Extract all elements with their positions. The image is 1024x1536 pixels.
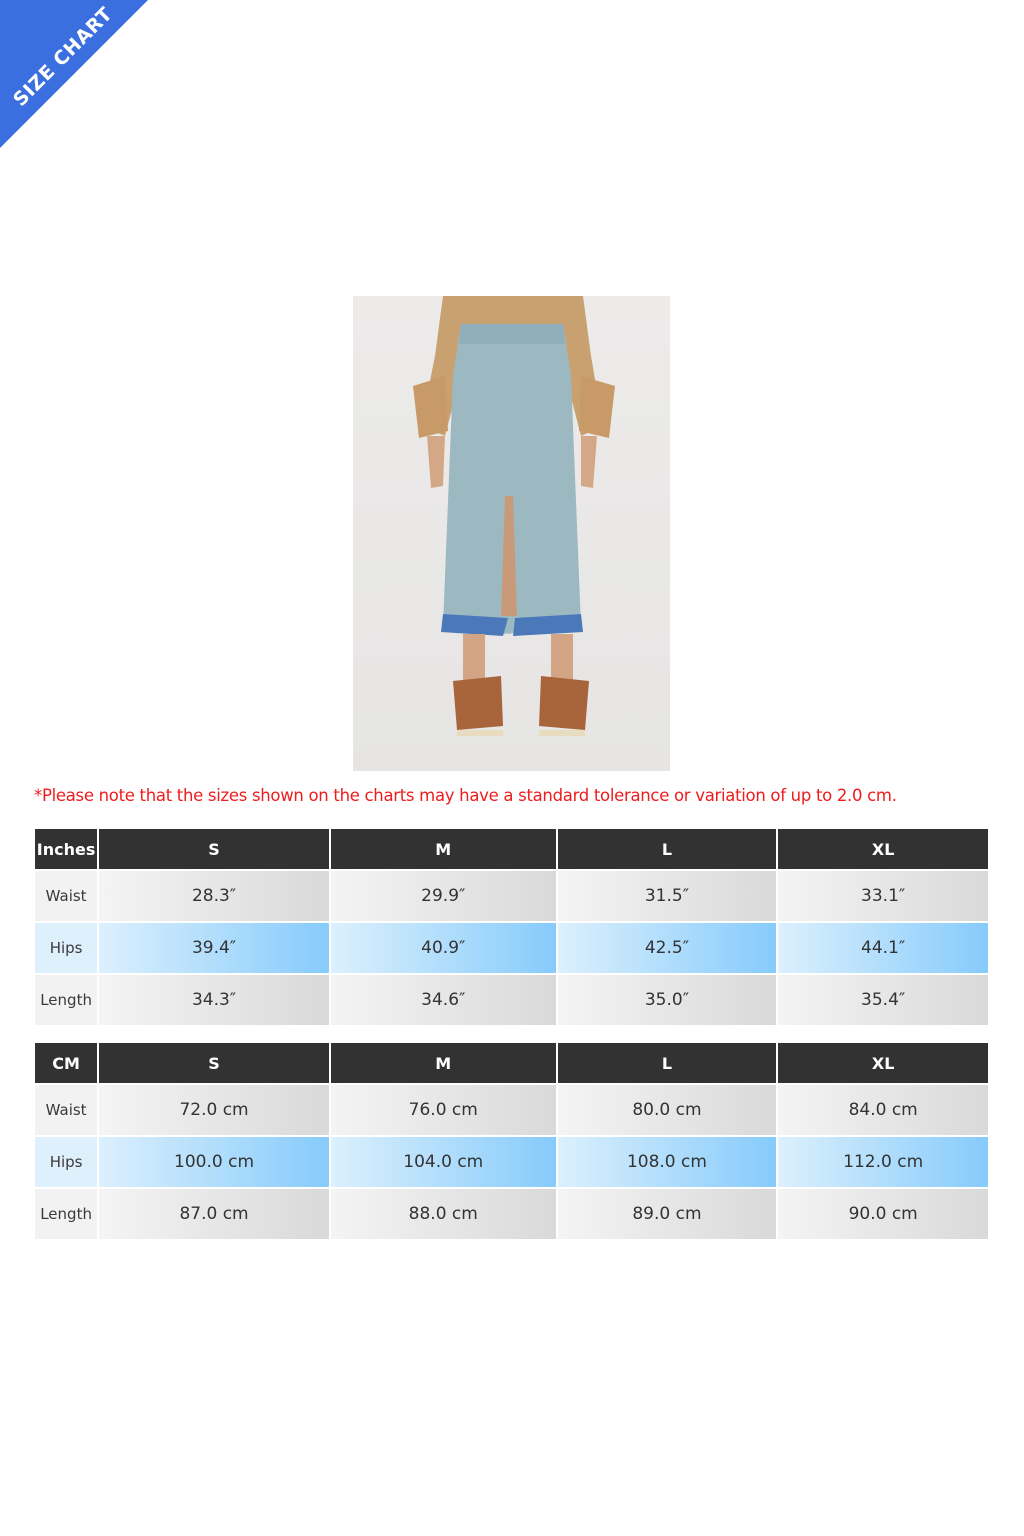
size-header-l: L bbox=[558, 829, 777, 869]
tolerance-note: *Please note that the sizes shown on the charts may have a standard tolerance or variation of up to 2.0 cm. bbox=[34, 786, 897, 805]
cell-value: 84.0 cm bbox=[778, 1085, 988, 1135]
unit-label: Inches bbox=[35, 829, 97, 869]
cell-value: 31.5″ bbox=[558, 871, 777, 921]
table-row-hips bbox=[35, 1137, 988, 1187]
cell-value: 72.0 cm bbox=[99, 1085, 329, 1135]
row-label: Waist bbox=[35, 1085, 97, 1135]
row-label: Waist bbox=[35, 871, 97, 921]
product-image bbox=[353, 296, 670, 771]
size-header-s: S bbox=[99, 829, 329, 869]
cell-value: 34.6″ bbox=[331, 975, 556, 1025]
cell-value: 80.0 cm bbox=[558, 1085, 777, 1135]
row-label: Length bbox=[35, 1189, 97, 1239]
size-header-l: L bbox=[558, 1043, 777, 1083]
size-header-s: S bbox=[99, 1043, 329, 1083]
size-header-m: M bbox=[331, 1043, 556, 1083]
table-row-length bbox=[35, 975, 988, 1025]
cell-value: 108.0 cm bbox=[558, 1137, 777, 1187]
cell-value: 34.3″ bbox=[99, 975, 329, 1025]
table-row-length bbox=[35, 1189, 988, 1239]
cell-value: 28.3″ bbox=[99, 871, 329, 921]
cell-value: 89.0 cm bbox=[558, 1189, 777, 1239]
cell-value: 112.0 cm bbox=[778, 1137, 988, 1187]
cell-value: 44.1″ bbox=[778, 923, 988, 973]
row-label: Hips bbox=[35, 1137, 97, 1187]
size-header-xl: XL bbox=[778, 829, 988, 869]
cell-value: 42.5″ bbox=[558, 923, 777, 973]
cell-value: 88.0 cm bbox=[331, 1189, 556, 1239]
size-header-m: M bbox=[331, 829, 556, 869]
table-header-row bbox=[35, 1043, 988, 1083]
table-row-waist bbox=[35, 1085, 988, 1135]
ribbon-triangle bbox=[0, 0, 148, 148]
cell-value: 76.0 cm bbox=[331, 1085, 556, 1135]
denim-skirt-illustration bbox=[353, 296, 670, 771]
cell-value: 104.0 cm bbox=[331, 1137, 556, 1187]
ribbon-label: SIZE CHART bbox=[9, 3, 117, 111]
table-header-row bbox=[35, 829, 988, 869]
cell-value: 35.4″ bbox=[778, 975, 988, 1025]
cell-value: 29.9″ bbox=[331, 871, 556, 921]
cell-value: 33.1″ bbox=[778, 871, 988, 921]
cell-value: 90.0 cm bbox=[778, 1189, 988, 1239]
unit-label: CM bbox=[35, 1043, 97, 1083]
cell-value: 39.4″ bbox=[99, 923, 329, 973]
cell-value: 35.0″ bbox=[558, 975, 777, 1025]
cell-value: 100.0 cm bbox=[99, 1137, 329, 1187]
row-label: Hips bbox=[35, 923, 97, 973]
table-row-hips bbox=[35, 923, 988, 973]
size-chart-ribbon bbox=[0, 0, 150, 150]
cell-value: 87.0 cm bbox=[99, 1189, 329, 1239]
inches-size-table bbox=[33, 827, 990, 1027]
table-row-waist bbox=[35, 871, 988, 921]
row-label: Length bbox=[35, 975, 97, 1025]
cell-value: 40.9″ bbox=[331, 923, 556, 973]
size-header-xl: XL bbox=[778, 1043, 988, 1083]
cm-size-table bbox=[33, 1041, 990, 1241]
